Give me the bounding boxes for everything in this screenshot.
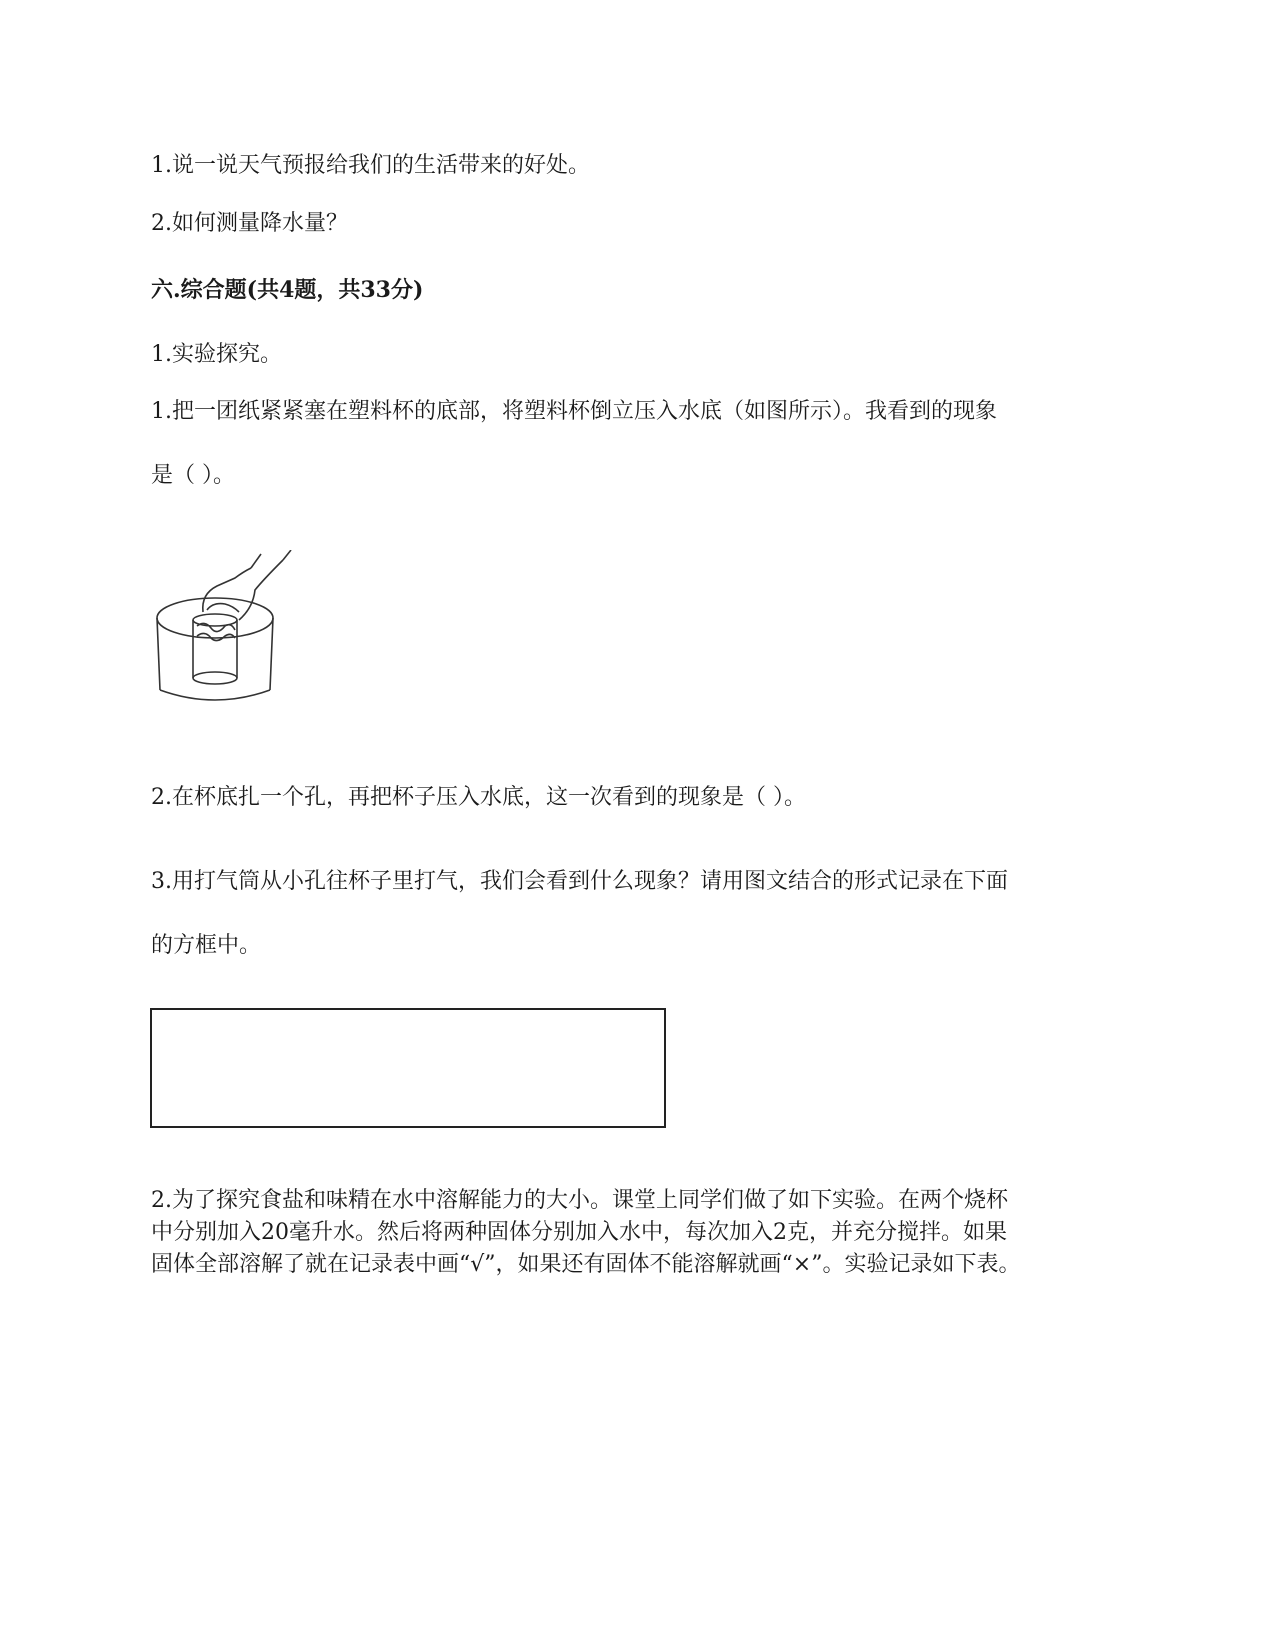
item2-line1: 2.为了探究食盐和味精在水中溶解能力的大小。课堂上同学们做了如下实验。在两个烧杯 [151,1188,1008,1213]
item1-sub1-line1: 1.把一团纸紧紧塞在塑料杯的底部，将塑料杯倒立压入水底（如图所示）。我看到的现象 [151,399,997,424]
item1-title: 1.实验探究。 [151,342,282,367]
item1-sub2: 2.在杯底扎一个孔，再把杯子压入水底，这一次看到的现象是（ ）。 [151,785,806,810]
cup-in-water-figure [155,550,300,710]
item2-line3: 固体全部溶解了就在记录表中画“√”，如果还有固体不能溶解就画“×”。实验记录如下表。 [151,1252,1021,1277]
item1-sub3-line1: 3.用打气筒从小孔往杯子里打气，我们会看到什么现象？请用图文结合的形式记录在下面 [151,869,1008,894]
cup-bottom [193,672,237,684]
question-rainfall: 2.如何测量降水量？ [151,211,348,236]
basin-left-wall [157,618,160,690]
hand-outline-2 [239,560,283,620]
basin-bottom [160,690,270,700]
item1-sub1-line2: 是（ ）。 [151,463,235,488]
question-weather-forecast: 1.说一说天气预报给我们的生活带来的好处。 [151,153,590,178]
arm-line-2 [283,550,291,560]
hand-outline-1 [203,568,251,612]
section-heading: 六.综合题(共4题，共33分) [151,277,424,303]
item2-line2: 中分别加入20毫升水。然后将两种固体分别加入水中，每次加入2克，并充分搅拌。如果 [151,1220,1007,1245]
item1-sub3-line2: 的方框中。 [151,933,262,958]
arm-line-1 [251,554,261,568]
item2-paragraph [151,1185,1131,1281]
fingers [207,604,239,612]
answer-box[interactable] [150,1008,666,1128]
basin-right-wall [270,618,273,690]
